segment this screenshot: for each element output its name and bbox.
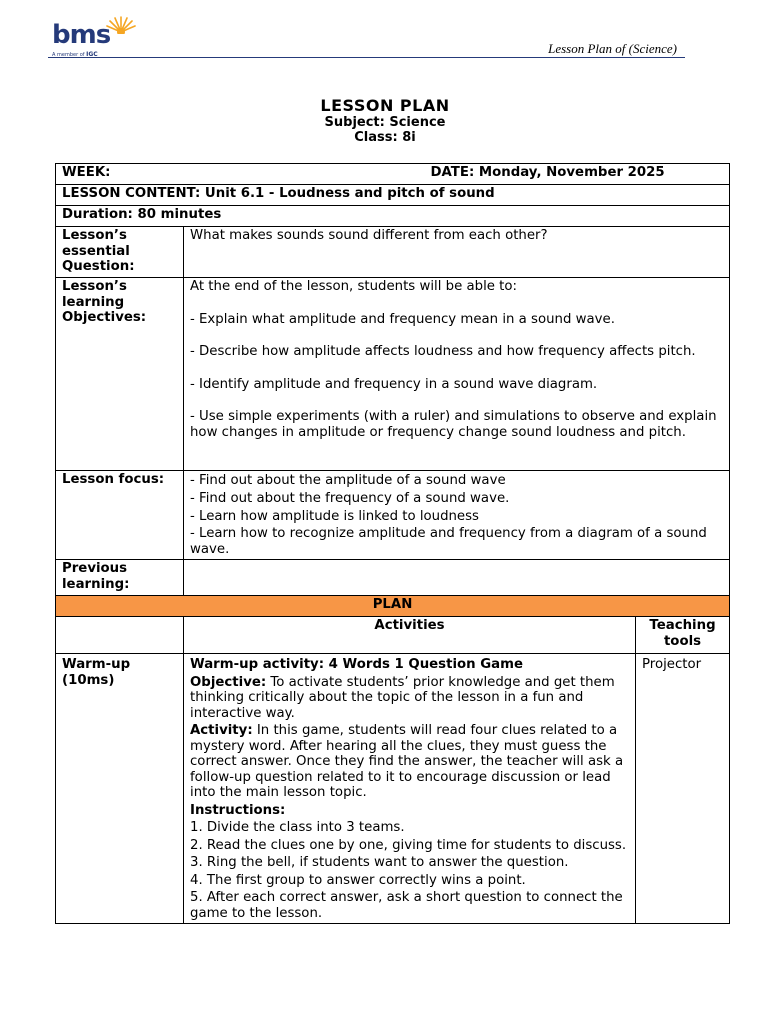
essential-question: What makes sounds sound different from each other?: [184, 227, 730, 278]
objective-item: - Explain what amplitude and frequency mean in a sound wave.: [190, 311, 615, 327]
objective-intro: At the end of the lesson, students will be able to:: [190, 279, 518, 294]
focus-item: - Learn how amplitude is linked to loudness: [190, 509, 479, 524]
objective-item: - Describe how amplitude affects loudness and how frequency affects pitch.: [190, 344, 696, 359]
warmup-tools: Projector: [636, 654, 730, 924]
lesson-duration: Duration: 80 minutes: [62, 207, 222, 222]
instruction-item: 5. After each correct answer, ask a short question to connect the game to the lesson.: [190, 890, 623, 921]
warmup-cell: [184, 654, 636, 924]
essential-question-label: Lesson’s essential Question:: [56, 227, 184, 278]
warmup-row: [56, 654, 730, 924]
focus-item: - Find out about the frequency of a sound wave.: [190, 491, 510, 506]
teaching-tools-header: Teaching tools: [636, 617, 730, 654]
objectives-cell: [184, 278, 730, 471]
objective-item: - Use simple experiments (with a ruler) and simulations to observe and explain how changes in amplitude or frequency change sound loudness and pitch.: [190, 409, 717, 440]
warmup-title: Warm-up activity: 4 Words 1 Question Game: [190, 657, 523, 672]
week-row: [56, 164, 730, 185]
objectives-row: [56, 278, 730, 471]
instruction-item: 4. The first group to answer correctly wins a point.: [190, 872, 526, 888]
duration-row: [56, 206, 730, 227]
title-block: [0, 96, 768, 145]
logo-tagline: A member of IGC: [52, 51, 98, 58]
sun-icon: [106, 14, 136, 34]
page-title: LESSON PLAN: [320, 96, 450, 115]
instruction-item: 2. Read the clues one by one, giving time for students to discuss.: [190, 837, 627, 853]
instruction-item: 3. Ring the bell, if students want to answer the question.: [190, 855, 569, 870]
lesson-plan-table: [55, 163, 730, 924]
content-row: [56, 185, 730, 206]
logo-wordmark: bms: [52, 20, 111, 50]
focus-item: - Find out about the amplitude of a sound wave: [190, 473, 506, 488]
activities-header-empty: [56, 617, 184, 654]
header-title: Lesson Plan of (Science): [548, 41, 677, 56]
bms-logo: [48, 14, 138, 60]
previous-learning: [184, 560, 730, 596]
date-label: DATE: Monday, November 2025: [430, 165, 665, 180]
essential-question-row: [56, 227, 730, 278]
header-divider: [48, 57, 685, 58]
warmup-instructions-label: Instructions:: [190, 802, 286, 818]
lesson-content: LESSON CONTENT: Unit 6.1 - Loudness and pitch of sound: [62, 186, 495, 201]
activities-header-row: [56, 617, 730, 654]
plan-bar: PLAN: [56, 596, 730, 617]
warmup-objective: Objective: To activate students’ prior knowledge and get them thinking critically about the topic of the lesson in a fun and interactive way.: [190, 674, 615, 721]
warmup-label: Warm-up (10ms): [56, 654, 184, 924]
focus-label: Lesson focus:: [56, 471, 184, 560]
instruction-item: 1. Divide the class into 3 teams.: [190, 820, 405, 835]
subject-line: Subject: Science: [324, 115, 446, 130]
previous-learning-row: [56, 560, 730, 596]
previous-learning-label: Previous learning:: [56, 560, 184, 596]
focus-cell: [184, 471, 730, 560]
week-label: WEEK:: [62, 165, 111, 180]
warmup-activity: Activity: In this game, students will read four clues related to a mystery word. After hearing all the clues, they must guess the correct answer. Once they find the answer, the teacher will ask a follow-up question related to it to encourage discussion or lead into the main lesson topic.: [190, 723, 624, 800]
focus-row: [56, 471, 730, 560]
activities-header: Activities: [184, 617, 636, 654]
objective-item: - Identify amplitude and frequency in a sound wave diagram.: [190, 376, 598, 392]
plan-bar-row: [56, 596, 730, 617]
focus-item: - Learn how to recognize amplitude and frequency from a diagram of a sound wave.: [190, 526, 707, 557]
objectives-label: Lesson’s learning Objectives:: [56, 278, 184, 471]
class-line: Class: 8i: [354, 130, 416, 145]
